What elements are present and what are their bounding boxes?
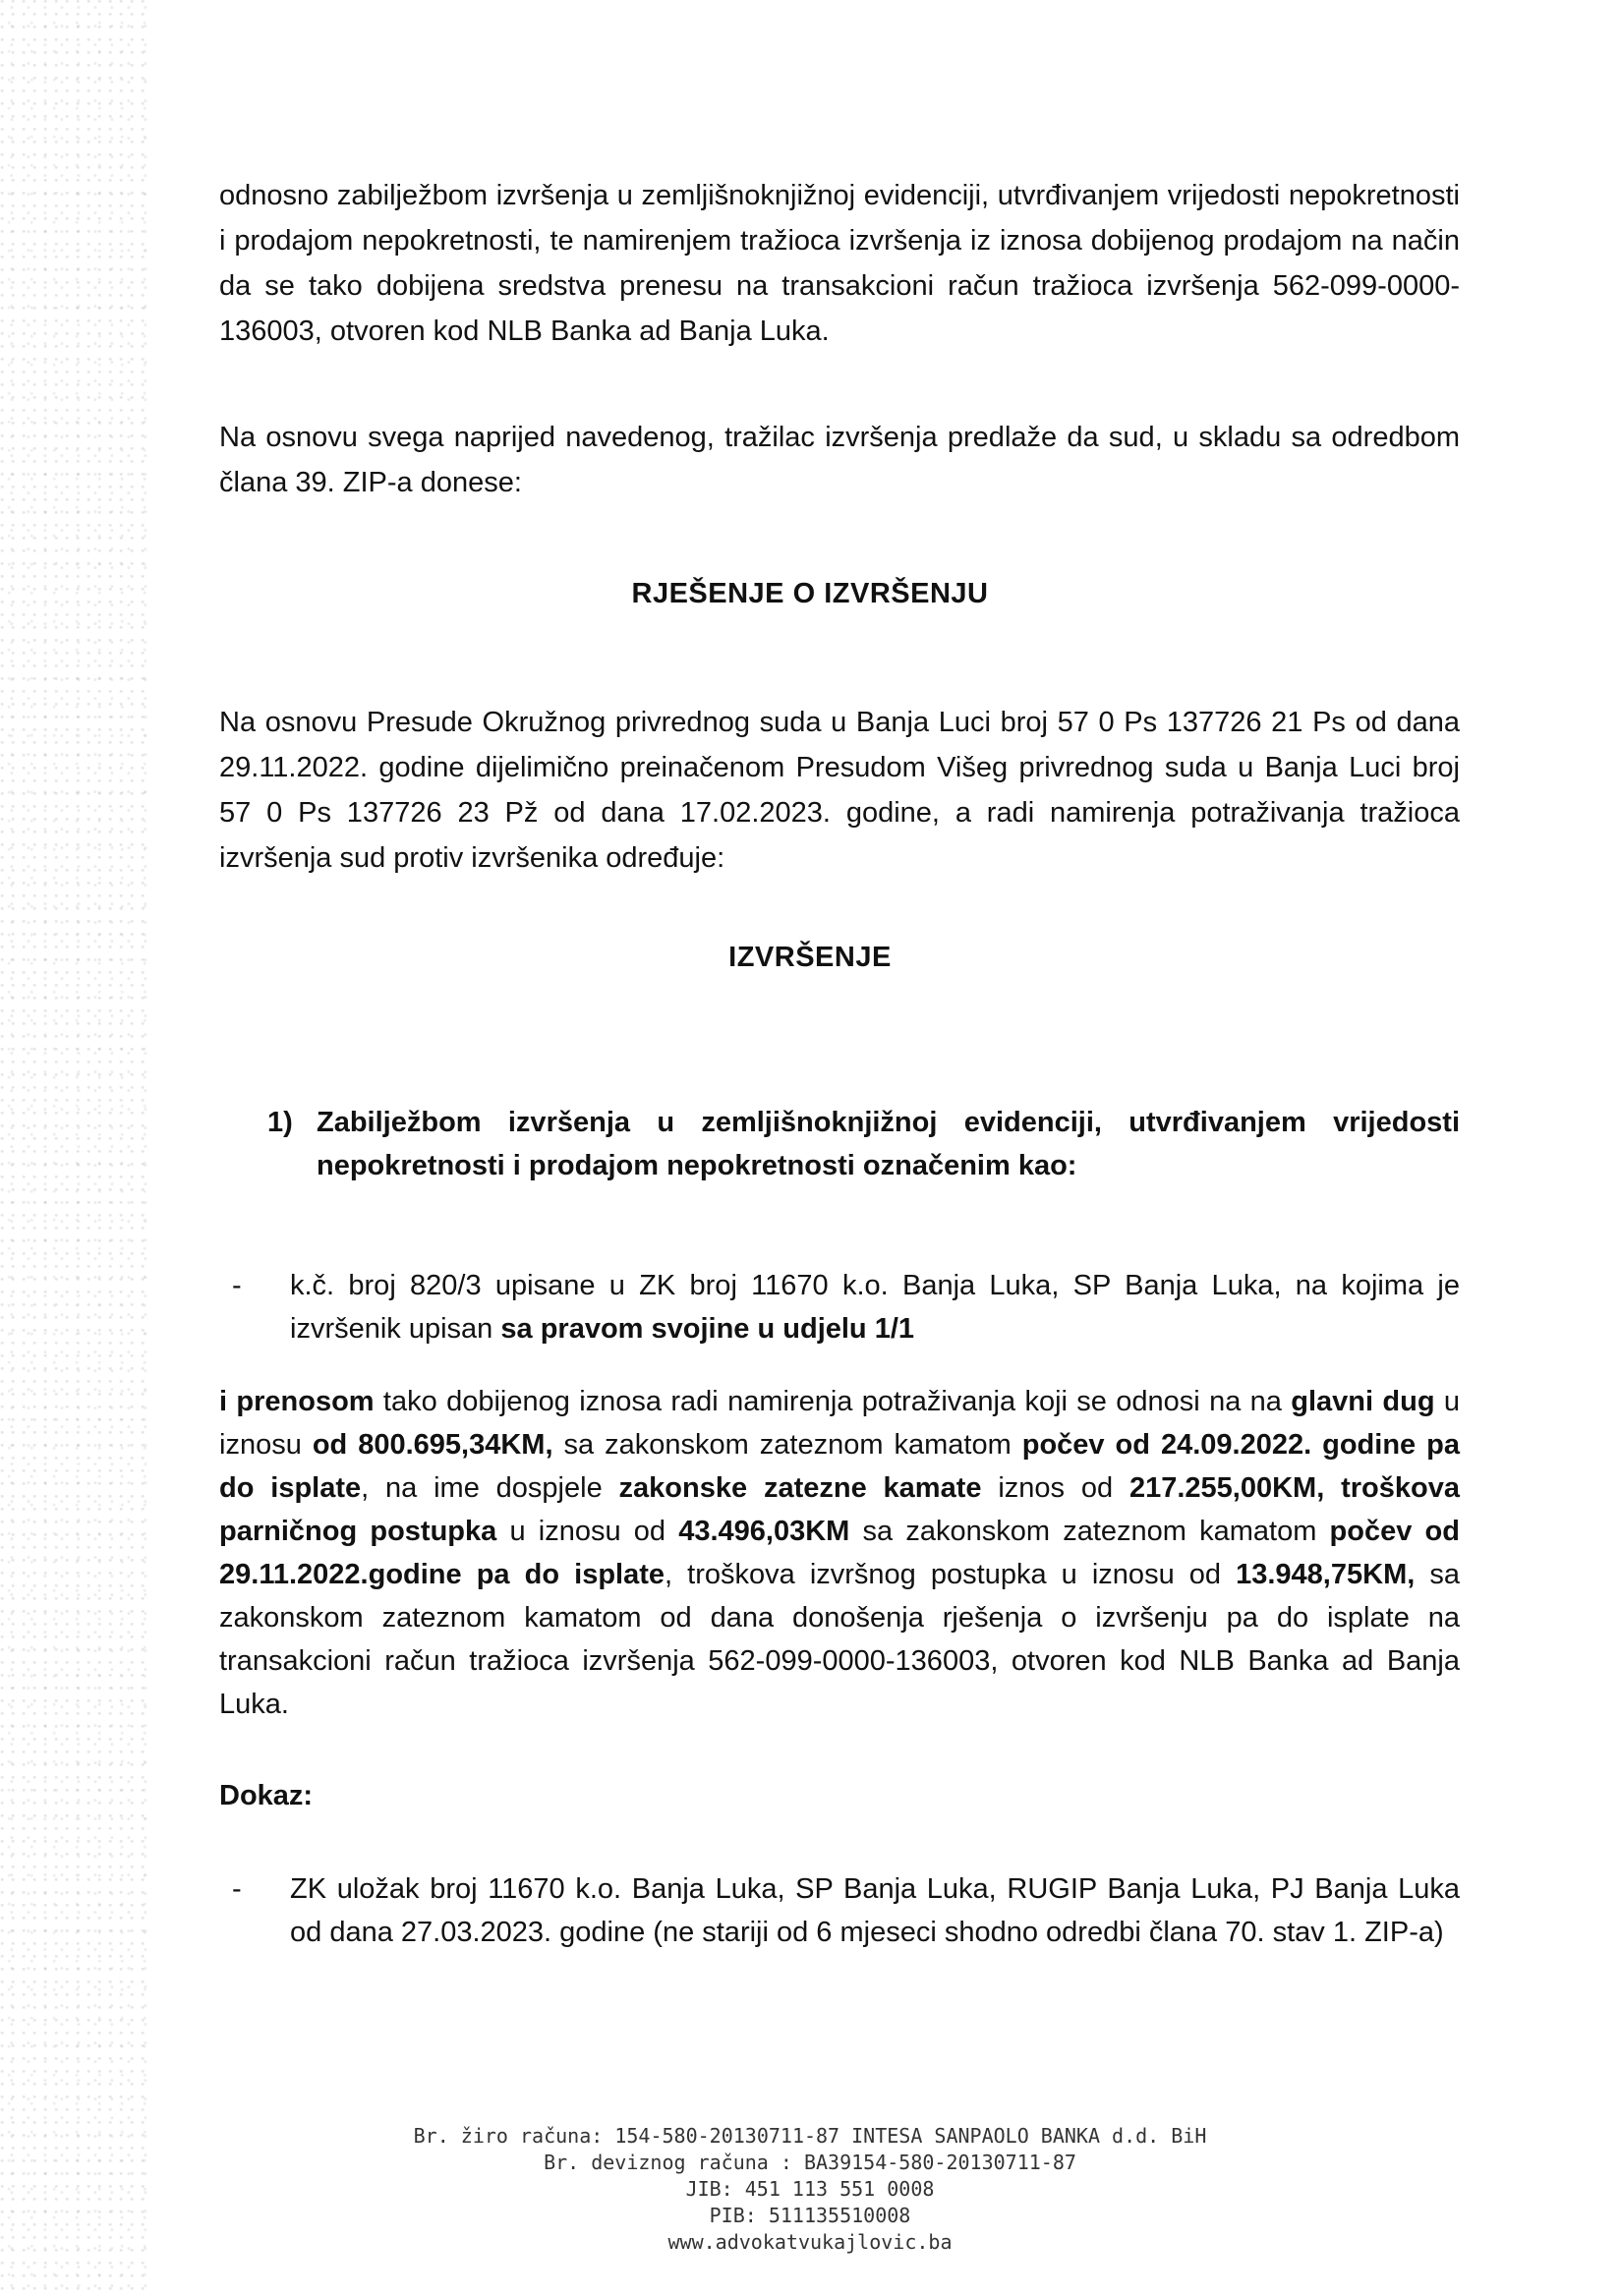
evidence-list-item [232, 1867, 1460, 1954]
heading-rjesenje: RJEŠENJE O IZVRŠENJU [631, 578, 989, 609]
footer-pib: PIB: 511135510008 [709, 2204, 911, 2227]
ownership-share: sa pravom svojine u udjelu 1/1 [500, 1313, 915, 1345]
interest-start-date: počev od 24.09.2022. godine pa do isplate [219, 1429, 1460, 1504]
footer-jib: JIB: 451 113 551 0008 [685, 2177, 935, 2201]
enforcement-item-text: Zabilježbom izvršenja u zemljišnoknjižnoj evidenciji, utvrđivanjem vrijedosti nepokretnosti i prodajom nepokretnosti označenim kao: [317, 1107, 1460, 1181]
heading-izvrsenje: IZVRŠENJE [728, 942, 892, 973]
paragraph-intro-text: odnosno zabilježbom izvršenja u zemljišnoknjižnoj evidenciji, utvrđivanjem vrijedosti nepokretnosti i prodajom nepokretnosti, te namirenjem tražioca izvršenja iz iznosa dobijenog prodajom na način da se tako dobijena sredstva prenesu na transakcioni račun tražioca izvršenja 562-099-0000-136003, otvoren kod NLB Banka ad Banja Luka. [219, 180, 1460, 347]
footer-foreign-account: Br. deviznog računa : BA39154-580-20130711-87 [544, 2151, 1076, 2174]
litigation-costs-amount: 43.496,03KM [678, 1516, 850, 1547]
default-interest-label: zakonske zatezne kamate [618, 1472, 982, 1504]
paragraph-basis [219, 700, 1460, 881]
paragraph-basis-text: Na osnovu Presude Okružnog privrednog suda u Banja Luci broj 57 0 Ps 137726 21 Ps od dana 29.11.2022. godine dijelimično preinačenom Presudom Višeg privrednog suda u Banja Luci broj 57 0 Ps 137726 23 Pž od dana 17.02.2023. godine, a radi namirenja potraživanja tražioca izvršenja sud protiv izvršenika određuje: [219, 707, 1460, 874]
scan-noise-margin [0, 0, 147, 2296]
default-interest-amount: 217.255,00KM, [1128, 1472, 1325, 1504]
property-list-item-text: k.č. broj 820/3 upisane u ZK broj 11670 k.o. Banja Luka, SP Banja Luka, na kojima je izvršenik upisan sa pravom svojine u udjelu 1/1 [290, 1270, 1460, 1345]
enforcement-item-1 [267, 1101, 1460, 1187]
paragraph-intro [219, 173, 1460, 354]
property-list-item [232, 1264, 1460, 1350]
paragraph-transfer-text: i prenosom tako dobijenog iznosa radi namirenja potraživanja koji se odnosi na na glavni dug u iznosu od 800.695,34KM, sa zakonskom zateznom kamatom počev od 24.09.2022. godine pa do isplate, na ime dospjele zakonske zatezne kamate iznos od 217.255,00KM, troškova parničnog postupka u iznosu od 43.496,03KM sa zakonskom zateznom kamatom počev od 29.11.2022.godine pa do isplate, troškova izvršnog postupka u iznosu od 13.948,75KM, sa zakonskom zateznom kamatom od dana donošenja rješenja o izvršenju pa do isplate na transakcioni račun tražioca izvršenja 562-099-0000-136003, otvoren kod NLB Banka ad Banja Luka. [219, 1386, 1461, 1720]
principal-debt-amount: od 800.695,34KM, [312, 1429, 553, 1461]
footer-website: www.advokatvukajlovic.ba [667, 2230, 953, 2254]
evidence-label: Dokaz: [219, 1780, 314, 1811]
list-dash: - [232, 1873, 242, 1905]
enforcement-costs-amount: 13.948,75KM, [1236, 1559, 1416, 1590]
principal-debt-label: glavni dug [1291, 1386, 1435, 1417]
list-dash: - [232, 1270, 242, 1301]
paragraph-transfer [219, 1380, 1460, 1726]
evidence-list-item-text: ZK uložak broj 11670 k.o. Banja Luka, SP Banja Luka, RUGIP Banja Luka, PJ Banja Luka od dana 27.03.2023. godine (ne stariji od 6 mjeseci shodno odredbi člana 70. stav 1. ZIP-a) [290, 1873, 1460, 1948]
paragraph-proposal-text: Na osnovu svega naprijed navedenog, tražilac izvršenja predlaže da sud, u skladu sa odredbom člana 39. ZIP-a donese: [219, 422, 1460, 498]
paragraph-proposal [219, 415, 1460, 505]
litigation-costs-label: troškova parničnog postupka [219, 1472, 1460, 1547]
enforcement-item-number: 1) [267, 1107, 293, 1138]
letterhead-footer [0, 2123, 1620, 2256]
costs-interest-start-date: počev od 29.11.2022.godine pa do isplate [219, 1516, 1460, 1590]
footer-giro-account: Br. žiro računa: 154-580-20130711-87 INTESA SANPAOLO BANKA d.d. BiH [413, 2124, 1207, 2148]
